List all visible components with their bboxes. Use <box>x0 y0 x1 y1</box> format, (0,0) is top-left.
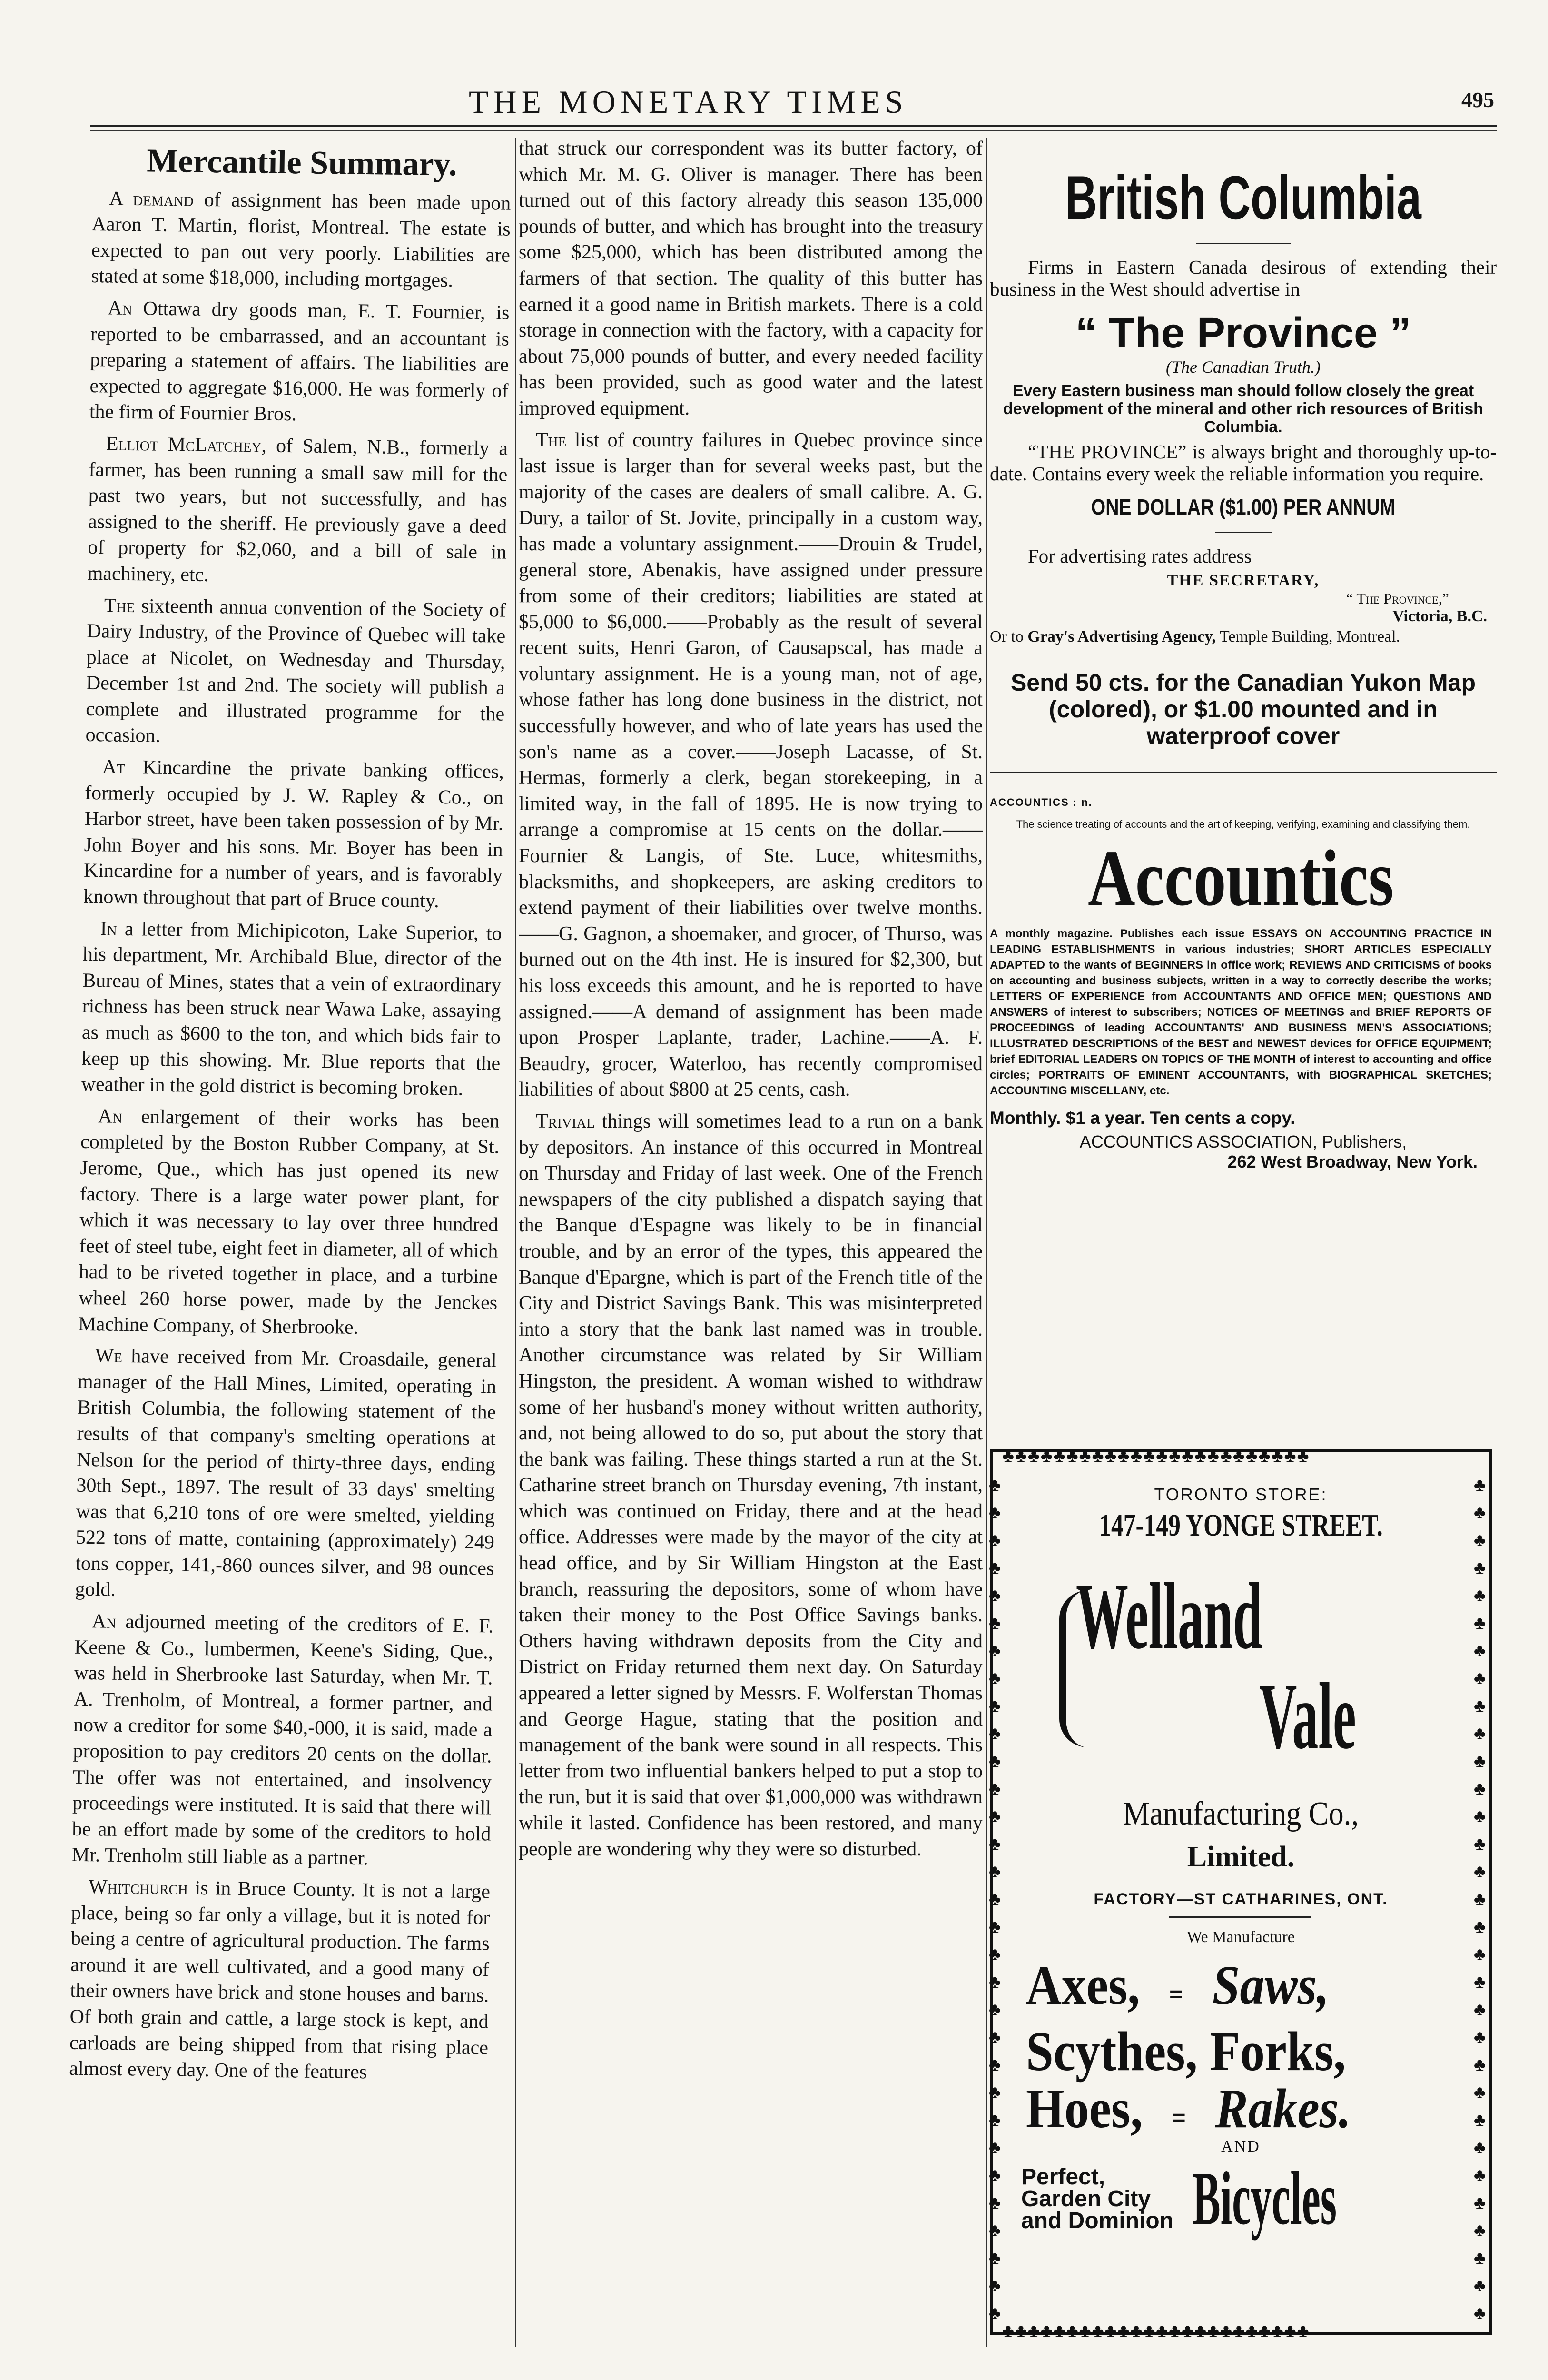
ad-yukon-map: Send 50 cts. for the Canadian Yukon Map (colored), or $1.00 mounted and in waterproof cover <box>1010 669 1476 749</box>
paragraph-text: adjourned meeting of the creditors of E. F. Keene & Co., lumbermen, Keene's Siding, Que., was held in Sherbrooke last Saturday, when Mr. T. A. Trenholm, of Montreal, a former partner, and now a creditor for some $40,-000, it is said, made a proposition to pay creditors 20 cents on the dollar. The offer was not entertained, and insolvency proceedings were instituted. It is said that there will be an effort made by some of the creditors to hold Mr. Trenholm still liable as a partner. <box>71 1610 494 1870</box>
equals-sign: = <box>1172 2102 1186 2133</box>
paragraph-lead: An <box>108 297 133 320</box>
model-perfect: Perfect, <box>1021 2164 1105 2190</box>
column-2 <box>519 136 983 2349</box>
paragraph-lead: An <box>98 1105 123 1128</box>
model-dominion: and Dominion <box>1021 2208 1173 2233</box>
welland-vale: Vale <box>1259 1664 1356 1769</box>
article-paragraph <box>89 295 510 430</box>
paragraph-text: list of country failures in Quebec province since last issue is larger than for several weeks past, but the majority of the cases are dealers of small calibre. A. G. Dury, a tailor of St. Jovite, principally in a custom way, has made a voluntary assignment.——Drouin & Trudel, general store, Abenakis, have assigned under pressure from some of their creditors; liabilities are stated at $5,000 to $6,000.——Probably as the result of several recent suits, Henri Garon, of Causapscal, has made a voluntary assignment. He is a young man, not of age, whose father has long done business in the district, not successfully however, and who of late years has used the son's name as a cover.——Joseph Lacasse, of St. Hermas, formerly a clerk, began storekeeping, in a limited way, in the fall of 1895. He is now trying to arrange a compromise at 15 cents on the dollar.——Fournier & Langis, of Ste. Luce, whitesmiths, blacksmiths, and shopkeepers, are asking creditors to extend payment of their liabilities over twelve months.——G. Gagnon, a shoemaker, and grocer, of Thurso, was burned out on the 4th inst. He is insured for $2,300, but his loss exceeds this amount, and he is reported to have assigned.——A demand of assignment has been made upon Prosper Laplante, trader, Lachine.——A. F. Beaudry, grocer, Waterloo, has recently compromised liabilities of about $800 at 25 cents, cash. <box>519 429 983 1101</box>
paragraph-lead: A demand <box>109 188 194 211</box>
ad-bc-address-1: “ The Province,” <box>1346 590 1449 607</box>
product-axes: Axes, <box>1026 1954 1140 2016</box>
divider <box>1169 1916 1311 1918</box>
article-paragraph <box>91 186 511 295</box>
column-2-body <box>519 136 983 1862</box>
ad-divider <box>990 772 1497 774</box>
paragraph-text: have received from Mr. Croasdaile, general manager of the Hall Mines, Limited, operating in British Columbia, the following statement of the results of that company's smelting operations at Nelson for the period of thirty-three days, ending 30th Sept., 1897. The result of 33 days' smelting was that 6,210 tons of ore were smelted, yielding 522 tons of matte, containing (approximately) 249 tons copper, 141,-860 ounces silver, and 98 ounces gold. <box>75 1345 497 1601</box>
ad-bc-or-line <box>990 628 1497 645</box>
products-row-3 <box>1026 2077 1411 2146</box>
header-rule <box>90 125 1497 127</box>
ornament-border-left: ♣♣♣♣♣♣♣♣♣♣♣♣♣♣♣♣♣♣♣♣♣♣♣♣♣♣♣♣♣♣♣ <box>989 1475 1001 2323</box>
welland-products <box>1026 1954 1464 2146</box>
section-title: Mercantile Summary. <box>146 142 457 183</box>
product-scythes-forks: Scythes, Forks, <box>1026 2020 1346 2082</box>
page-header <box>119 83 1499 131</box>
product-saws: Saws, <box>1212 1954 1330 2016</box>
paragraph-text: a letter from Michipicoton, Lake Superior, to his department, Mr. Archibald Blue, director of the Bureau of Mines, states that a vein of extraordinary richness has been struck near Wawa Lake, assaying as much as $600 to the ton, and which bids fair to keep up this showing. Mr. Blue reports that the weather in the gold district is becoming broken. <box>81 918 502 1100</box>
article-paragraph <box>519 136 983 422</box>
equals-sign: = <box>1169 1979 1183 2010</box>
paragraph-text: enlargement of their works has been completed by the Boston Rubber Company, at St. Jerome, Que., which has just opened its new factory. There is a large water power plant, for which it was necessary to lay over three hundred feet of steel tube, eight feet in diameter, all of which had to be riveted together in place, and a turbine wheel 260 horse power, made by the Jenckes Machine Company, of Sherbrooke. <box>78 1105 500 1339</box>
welland-limited: Limited. <box>1187 1841 1295 1873</box>
welland-store-address: 147-149 YONGE STREET. <box>1099 1508 1383 1543</box>
article-paragraph <box>519 427 983 1103</box>
article-paragraph <box>78 1103 500 1342</box>
paragraph-text: things will sometimes lead to a run on a bank by depositors. An instance of this occurred in Montreal on Thursday and Friday of last week. One of the French newspapers of the city published a dispatch saying that the Banque d'Espagne was likely to be in financial trouble, and by an error of the types, this appeared the Banque d'Epargne, which is part of the French title of the City and District Savings Bank. This was misinterpreted into a story that the bank last named was in trouble. Another circumstance was related by Sir William Hingston, the president. A woman wished to withdraw some of her husband's money without written authority, and, not being allowed to do so, put about the story that the bank was failing. These things started a run at the St. Catharine street branch on Thursday evening, 7th instant, which was continued on Friday, there and at the head office. Addresses were made by the mayor of the city at head office, and by Sir William Hingston at the East branch, reassuring the depositors, some of whom have taken their money to the Post Office Savings banks. Others having withdrawn deposits from the City and District on Friday returned them next day. On Saturday appeared a letter signed by Messrs. F. Wolferstan Thomas and George Hague, stating that the position and management of the bank were sound in all respects. This letter from two influential bankers helped to put a stop to the run, but it is said that over $1,000,000 was withdrawn while it lasted. Confidence has been restored, and many people are wondering why they were so disturbed. <box>519 1110 983 1860</box>
paragraph-lead: Trivial <box>536 1110 595 1132</box>
ad-bc-paper-name: “ The Province ” <box>1075 309 1411 357</box>
paragraph-lead: The <box>536 429 567 451</box>
ad-bc-address-2: Victoria, B.C. <box>1392 607 1487 625</box>
article-paragraph <box>519 1109 983 1862</box>
paragraph-lead: We <box>95 1345 123 1368</box>
accountics-label: ACCOUNTICS : n. <box>990 796 1093 808</box>
welland-bicycles: Bicycles <box>1193 2156 1337 2241</box>
header-rule-thin <box>90 130 1497 131</box>
ad-bc-or-pre: Or to <box>990 628 1024 645</box>
products-row-1 <box>1026 1954 1411 2023</box>
divider <box>1196 243 1291 244</box>
paragraph-text: sixteenth annua convention of the Society of Dairy Industry, of the Province of Quebec will take place at Nicolet, on Wednesday and Thursday, December 1st and 2nd. The society will publish a complete and illustrated programme for the occasion. <box>85 595 506 747</box>
model-garden-city: Garden City <box>1021 2186 1151 2211</box>
article-paragraph <box>87 431 508 592</box>
paragraph-lead: Whitchurch <box>88 1876 188 1899</box>
divider <box>1215 532 1272 533</box>
ad-bc-agency: Gray's Advertising Agency, <box>1027 628 1216 645</box>
paragraph-lead: The <box>104 594 135 617</box>
welland-name: Welland <box>1076 1564 1262 1669</box>
masthead: THE MONETARY TIMES <box>469 84 908 120</box>
product-hoes: Hoes, <box>1026 2077 1143 2140</box>
ad-bc-subtitle: (The Canadian Truth.) <box>1165 357 1321 377</box>
accountics-price: Monthly. $1 a year. Ten cents a copy. <box>990 1108 1295 1128</box>
paragraph-text: that struck our correspondent was its butter factory, of which Mr. M. G. Oliver is manager. There has been turned out of this factory already this season 135,000 pounds of butter, and which has brought into the treasury some $25,000, which has been distributed among the farmers of that section. The quality of this butter has earned it a good name in British markets. There is a cold storage in connection with the factory, with a capacity for about 75,000 pounds of butter, and every needed facility has been provided, such as good water and the latest improved equipment. <box>519 138 983 419</box>
ad-bc-intro: Firms in Eastern Canada desirous of extending their business in the West should advertise in <box>990 256 1497 300</box>
welland-manufacturing: Manufacturing Co., <box>1123 1795 1359 1832</box>
ad-british-columbia <box>990 164 1497 749</box>
article-paragraph <box>85 592 506 753</box>
ornament-border-top: ♣♣♣♣♣♣♣♣♣♣♣♣♣♣♣♣♣♣♣♣♣♣♣♣ <box>1002 1446 1310 1466</box>
paragraph-lead: Elliot McLatchey, <box>106 433 267 457</box>
accountics-tagline: The science treating of accounts and the art of keeping, verifying, examining and classifying them. <box>1016 818 1470 830</box>
column-divider <box>986 138 987 2347</box>
paragraph-lead: In <box>100 917 117 940</box>
accountics-title: Accountics <box>1088 834 1394 922</box>
paragraph-lead: An <box>91 1610 117 1633</box>
ad-bc-title: British Columbia <box>1065 163 1421 232</box>
article-paragraph <box>69 1874 490 2087</box>
accountics-address: 262 West Broadway, New York. <box>1227 1152 1478 1171</box>
column-divider <box>515 138 516 2347</box>
ad-bc-description: “THE PROVINCE” is always bright and thoroughly up-to-date. Contains every week the reliable information you require. <box>990 441 1497 485</box>
advertisements-column <box>990 136 1497 2349</box>
welland-and: AND <box>1221 2138 1261 2155</box>
column-mercantile-summary <box>66 136 512 2354</box>
ad-bc-or-post: Temple Building, Montreal. <box>1219 628 1400 645</box>
paragraph-text: Ottawa dry goods man, E. T. Fournier, is reported to be embarrassed, and an accountant is preparing a statement of affairs. The liabilities are expected to aggregate $16,000. He was formerly of the firm of Fournier Bros. <box>89 298 510 426</box>
article-paragraph <box>75 1343 497 1608</box>
ornament-border-right: ♣♣♣♣♣♣♣♣♣♣♣♣♣♣♣♣♣♣♣♣♣♣♣♣♣♣♣♣♣♣♣ <box>1474 1475 1486 2323</box>
ad-accountics <box>990 796 1497 1172</box>
accountics-publisher: ACCOUNTICS ASSOCIATION, Publishers, <box>1079 1132 1407 1151</box>
welland-factory: FACTORY—ST CATHARINES, ONT. <box>1094 1890 1388 1908</box>
welland-bicycle-models <box>1021 2166 1173 2232</box>
ad-bc-rates: For advertising rates address <box>1028 545 1252 567</box>
welland-store-label: TORONTO STORE: <box>1154 1485 1328 1504</box>
welland-we-manufacture: We Manufacture <box>1187 1928 1295 1946</box>
article-paragraph <box>81 916 502 1103</box>
ornament-border-bottom: ♣♣♣♣♣♣♣♣♣♣♣♣♣♣♣♣♣♣♣♣♣♣♣♣ <box>1002 2321 1310 2341</box>
paragraph-text: of Salem, N.B., formerly a farmer, has been running a small saw mill for the past two years, but not successfully, and has assigned to the sheriff. He previously gave a deed of property for $2,060, and a bill of sale in machinery, etc. <box>87 435 508 586</box>
paragraph-text: Kincardine the private banking offices, formerly occupied by J. W. Rapley & Co., on Harbor street, have been taken possession of by Mr. John Boyer and his sons. Mr. Boyer has been in Kincardine for a number of years, and is favorably known throughout that part of Bruce county. <box>83 756 504 912</box>
ad-bc-price: ONE DOLLAR ($1.00) PER ANNUM <box>1091 495 1396 519</box>
accountics-body: A monthly magazine. Publishes each issue ESSAYS ON ACCOUNTING PRACTICE IN LEADING ESTABLISHMENTS in various industries; SHORT ARTICLES ESPECIALLY ADAPTED to the wants of BEGINNERS in office work; REVIEWS AND CRITICISMS of books on accounting and business subjects, written in a way to correctly describe the works; LETTERS OF EXPERIENCE from ACCOUNTANTS AND OFFICE MEN; QUESTIONS AND ANSWERS of interest to subscribers; NOTICES OF MEETINGS and BRIEF REPORTS OF PROCEEDINGS of leading ACCOUNTANTS' AND BUSINESS MEN'S ASSOCIATIONS; ILLUSTRATED DESCRIPTIONS of the BEST and NEWEST devices for OFFICE EQUIPMENT; brief EDITORIAL LEADERS ON TOPICS OF THE MONTH of interest to accounting and office circles; PORTRAITS OF EMINENT ACCOUNTANTS, with BIOGRAPHICAL SKETCHES; ACCOUNTING MISCELLANY, etc. <box>990 927 1492 1097</box>
article-paragraph <box>72 1608 494 1874</box>
ad-welland-vale <box>989 1446 1492 2341</box>
paragraph-text: is in Bruce County. It is not a large place, being so far only a village, but it is noted for being a centre of agricultural production. The farms around it are well cultivated, and a good many of their owners have brick and stone houses and barns. Of both grain and cattle, a large stock is kept, and carloads are being shipped from that rising place almost every day. One of the features <box>69 1877 491 2083</box>
paragraph-lead: At <box>102 756 126 778</box>
article-paragraph <box>83 754 504 915</box>
column-1-body <box>69 186 511 2087</box>
ad-bc-bold-line: Every Eastern business man should follow closely the great development of the mineral and other rich resources of British Columbia. <box>1003 382 1483 436</box>
ad-bc-secretary: THE SECRETARY, <box>1167 572 1320 589</box>
paragraph-text: of assignment has been made upon Aaron T. Martin, florist, Montreal. The estate is expected to pan out very poorly. Liabilities are stated at some $18,000, including mortgages. <box>91 188 511 292</box>
page-number: 495 <box>1461 88 1494 112</box>
product-rakes: Rakes. <box>1215 2077 1351 2140</box>
